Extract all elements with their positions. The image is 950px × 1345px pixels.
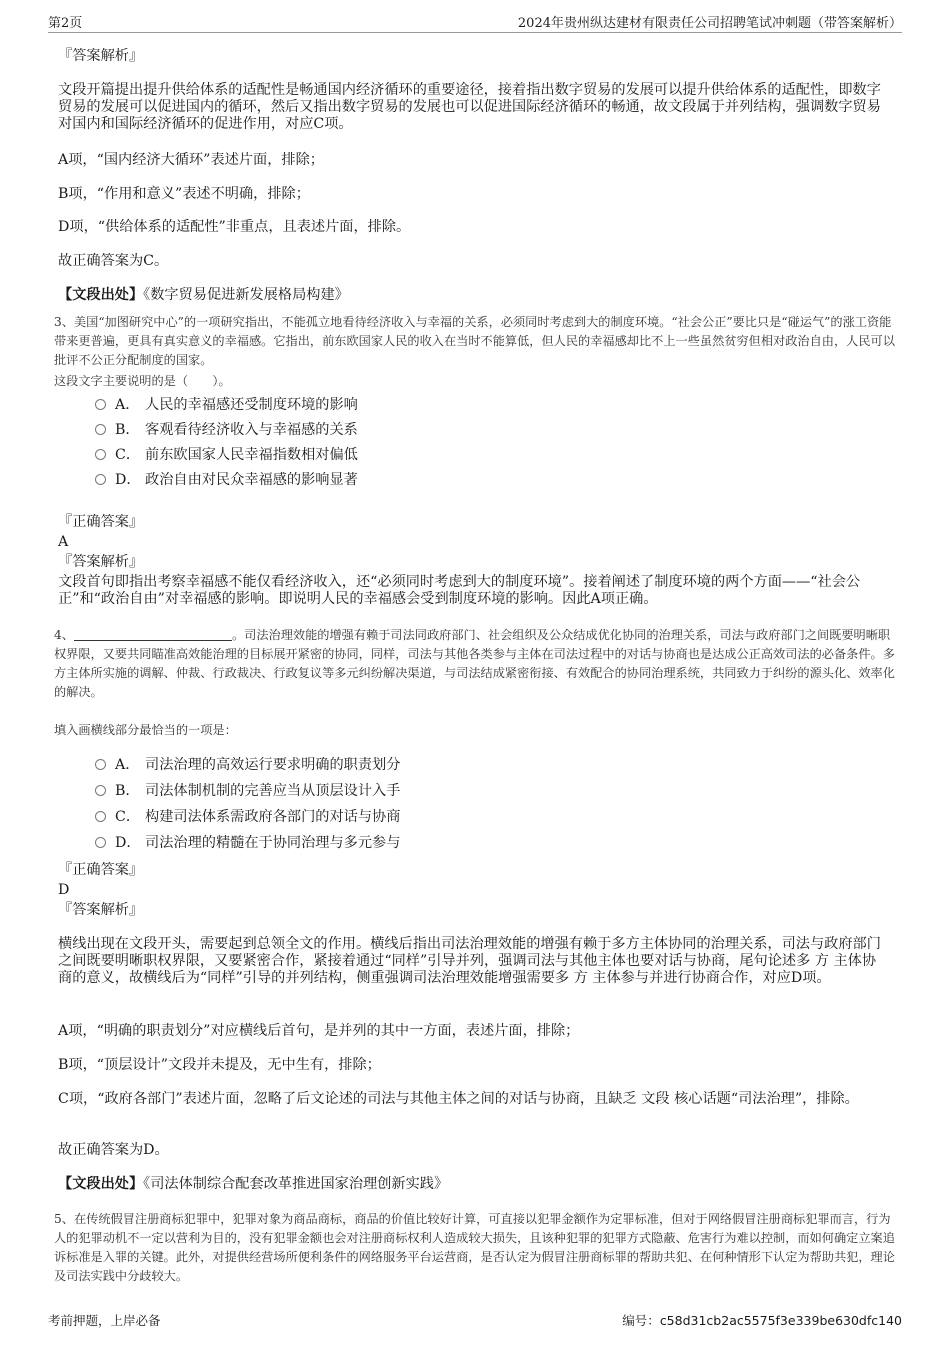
q3-analysis: 文段首句即指出考察幸福感不能仅看经济收入，还“必须同时考虑到大的制度环境”。接着阐述了制度环境的两个方面——“社会公正”和“政治自由”对幸福感的影响。即说明人民的幸福感会受到制度环境的影响。因此A项正确。 [58, 574, 861, 607]
q4-analysis-title: 『答案解析』 [58, 902, 144, 918]
radio-icon[interactable] [95, 811, 106, 822]
q3-question: 这段文字主要说明的是（ ）。 [54, 374, 231, 388]
radio-icon[interactable] [95, 449, 106, 460]
q2-source-title: 《数字贸易促进新发展格局构建》 [143, 287, 349, 303]
q4-analysis: 横线出现在文段开头，需要起到总领全文的作用。横线后指出司法治理效能的增强有赖于多方主体协同的治理关系，司法与政府部门之间既要明晰职权界限，又要紧密合作，紧接着通过“同样”引导并列，强调司法与其他主体也要对话与协商，尾句论述多 方 主体协商的意义，故横线后为“同样”引导的并列结构，侧重强调司法治理效能增强需要多 方 主体参与并进行协商合作，对应D项。 [58, 936, 881, 986]
page-number: 第2页 [48, 16, 83, 31]
fill-blank [74, 627, 232, 641]
q4-stem [54, 626, 899, 702]
q4-source [58, 1176, 888, 1193]
radio-icon[interactable] [95, 424, 106, 435]
q2-note-d: D项，“供给体系的适配性”非重点，且表述片面，排除。 [58, 219, 411, 235]
radio-icon[interactable] [95, 837, 106, 848]
q3-analysis-title: 『答案解析』 [58, 554, 144, 570]
q3-answer: A [58, 534, 69, 550]
document-title: 2024年贵州纵达建材有限责任公司招聘笔试冲刺题（带答案解析） [517, 16, 902, 31]
q2-source-label: 【文段出处】 [58, 287, 144, 303]
q4-answer: D [58, 882, 70, 898]
q4-source-label: 【文段出处】 [58, 1176, 144, 1192]
q3-stem: 3、美国“加图研究中心”的一项研究指出，不能孤立地看待经济收入与幸福的关系，必须同时考虑到大的制度环境。“社会公正”要比只是“碰运气”的涨工资能带来更普遍，更具有真实意义的幸福感。它指出，前东欧国家人民的收入在当时不能算低，但人民的幸福感却比不上一些虽然贫穷但相对政治自由，人民可以批评不公正分配制度的国家。 [54, 315, 895, 367]
q4-note-c: C项，“政府各部门”表述片面，忽略了后文论述的司法与其他主体之间的对话与协商，且缺乏 文段 核心话题“司法治理”，排除。 [58, 1091, 859, 1107]
q2-analysis: 文段开篇提出提升供给体系的适配性是畅通国内经济循环的重要途径，接着指出数字贸易的发展可以提升供给体系的适配性，即数字贸易的发展可以促进国内的循环，然后又指出数字贸易的发展也可以促进国际经济循环的畅通，故文段属于并列结构，强调数字贸易对国内和国际经济循环的促进作用，对应C项。 [58, 82, 881, 132]
q4-option-b[interactable]: B． 司法体制机制的完善应当从顶层设计入手 [95, 781, 400, 801]
q2-note-b: B项，“作用和意义”表述不明确，排除； [58, 186, 310, 202]
radio-icon[interactable] [95, 785, 106, 796]
q4-option-d[interactable]: D． 司法治理的精髓在于协同治理与多元参与 [95, 833, 400, 853]
q4-stem-text: 。司法治理效能的增强有赖于司法同政府部门、社会组织及公众结成优化协同的治理关系，司法与政府部门之间既要明晰职权界限，又要共同瞄准高效能治理的目标展开紧密的协同，同样，司法与其他各类参与主体在司法过程中的对话与协商也是达成公正高效司法的必备条件。多方主体所实施的调解、仲裁、行政裁决、行政复议等多元纠纷解决渠道，与司法结成紧密衔接、有效配合的协同治理系统，共同致力于纠纷的源头化、效率化的解决。 [54, 628, 895, 699]
q4-note-a: A项，“明确的职责划分”对应横线后首句，是并列的其中一方面，表述片面，排除； [58, 1023, 580, 1039]
q4-option-c[interactable]: C． 构建司法体系需政府各部门的对话与协商 [95, 807, 400, 827]
radio-icon[interactable] [95, 474, 106, 485]
q2-source [58, 287, 888, 304]
q4-source-title: 《司法体制综合配套改革推进国家治理创新实践》 [143, 1176, 449, 1192]
page-header [48, 10, 902, 33]
page-footer [48, 1311, 902, 1331]
q4-question: 填入画横线部分最恰当的一项是： [54, 723, 237, 737]
q4-note-b: B项，“顶层设计”文段并未提及，无中生有，排除； [58, 1057, 381, 1073]
footer-code: 编号：c58d31cb2ac5575f3e339be630dfc140 [622, 1313, 902, 1328]
q3-option-a[interactable]: A． 人民的幸福感还受制度环境的影响 [95, 395, 358, 415]
q3-answer-title: 『正确答案』 [58, 514, 144, 530]
q4-conclusion: 故正确答案为D。 [58, 1142, 169, 1158]
q5-stem: 5、在传统假冒注册商标犯罪中，犯罪对象为商品商标，商品的价值比较好计算，可直接以犯罪金额作为定罪标准，但对于网络假冒注册商标犯罪而言，行为人的犯罪动机不一定以营利为目的，没有犯罪金额也会对注册商标权利人造成较大损失，且该种犯罪的犯罪方式隐蔽、危害行为难以控制，而如何确定立案追诉标准是入罪的关键。此外，对提供经营场所便利条件的网络服务平台运营商，是否认定为假冒注册商标罪的帮助共犯、在何种情形下认定为帮助共犯，理论及司法实践中分歧较大。 [54, 1212, 895, 1283]
q3-option-b[interactable]: B． 客观看待经济收入与幸福感的关系 [95, 420, 358, 440]
q4-answer-title: 『正确答案』 [58, 862, 144, 878]
footer-slogan: 考前押题，上岸必备 [48, 1313, 161, 1328]
q3-option-d[interactable]: D． 政治自由对民众幸福感的影响显著 [95, 470, 358, 490]
q4-number: 4、 [54, 628, 74, 642]
radio-icon[interactable] [95, 399, 106, 410]
radio-icon[interactable] [95, 759, 106, 770]
q2-analysis-title: 『答案解析』 [58, 48, 144, 64]
q3-option-c[interactable]: C． 前东欧国家人民幸福指数相对偏低 [95, 445, 358, 465]
q2-conclusion: 故正确答案为C。 [58, 253, 169, 269]
q2-note-a: A项，“国内经济大循环”表述片面，排除； [58, 152, 324, 168]
q4-option-a[interactable]: A． 司法治理的高效运行要求明确的职责划分 [95, 755, 400, 775]
